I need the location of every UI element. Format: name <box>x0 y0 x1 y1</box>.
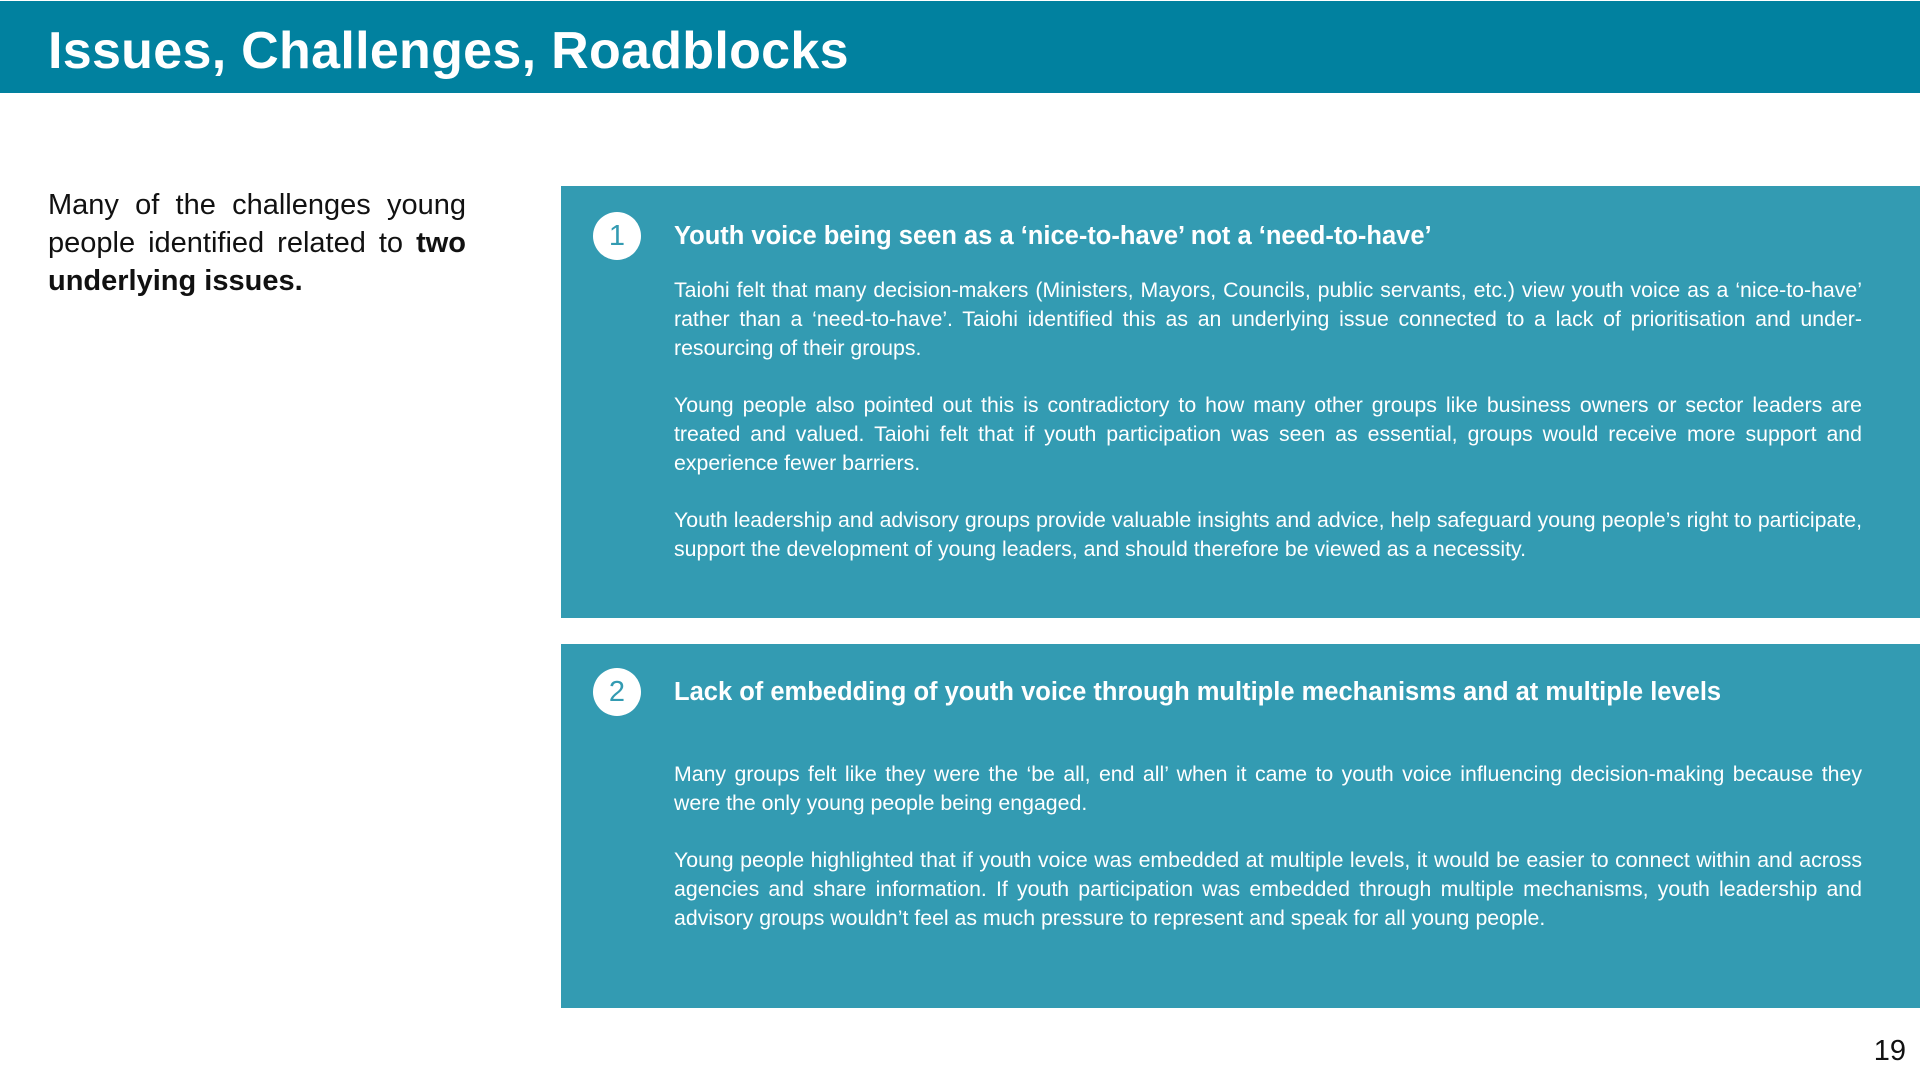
issue-1-paragraph-2: Young people also pointed out this is contradictory to how many other groups like business owners or sector leaders are treated and valued. Taiohi felt that if youth participation was seen as essential, groups would receive more support and experience fewer barriers. <box>674 393 1862 475</box>
intro-text-bold: two underlying issues. <box>48 227 466 297</box>
intro-text <box>48 186 466 300</box>
issue-title-2: Lack of embedding of youth voice through multiple mechanisms and at multiple levels <box>674 678 1722 706</box>
issue-2-paragraph-1: Many groups felt like they were the ‘be all, end all’ when it came to youth voice influencing decision-making because they were the only young people being engaged. <box>674 762 1862 815</box>
issue-1-paragraph-3: Youth leadership and advisory groups provide valuable insights and advice, help safeguard young people’s right to participate, support the development of young leaders, and should therefore be viewed as a necessity. <box>674 508 1862 561</box>
issue-number-badge-1: 1 <box>593 212 641 260</box>
issue-card-2 <box>561 644 1920 1008</box>
issue-title-1: Youth voice being seen as a ‘nice-to-have’ not a ‘need-to-have’ <box>674 222 1432 250</box>
issue-card-1 <box>561 186 1920 618</box>
issue-2-paragraph-2: Young people highlighted that if youth voice was embedded at multiple levels, it would be easier to connect within and across agencies and share information. If youth participation was embedded through multiple mechanisms, youth leadership and advisory groups wouldn’t feel as much pressure to represent and speak for all young people. <box>674 848 1862 930</box>
issue-number-badge-2: 2 <box>593 668 641 716</box>
slide-title: Issues, Challenges, Roadblocks <box>48 22 849 80</box>
slide-header <box>0 1 1920 93</box>
issue-body-2 <box>674 760 1862 961</box>
page-number: 19 <box>1873 1035 1906 1067</box>
issue-body-1 <box>674 276 1862 592</box>
issue-1-paragraph-1: Taiohi felt that many decision-makers (Ministers, Mayors, Councils, public servants, etc.) view youth voice as a ‘nice-to-have’ rather than a ‘need-to-have’. Taiohi identified this as an underlying issue connected to a lack of prioritisation and under-resourcing of their groups. <box>674 278 1862 360</box>
intro-text-regular: Many of the challenges young people identified related to <box>48 189 466 259</box>
